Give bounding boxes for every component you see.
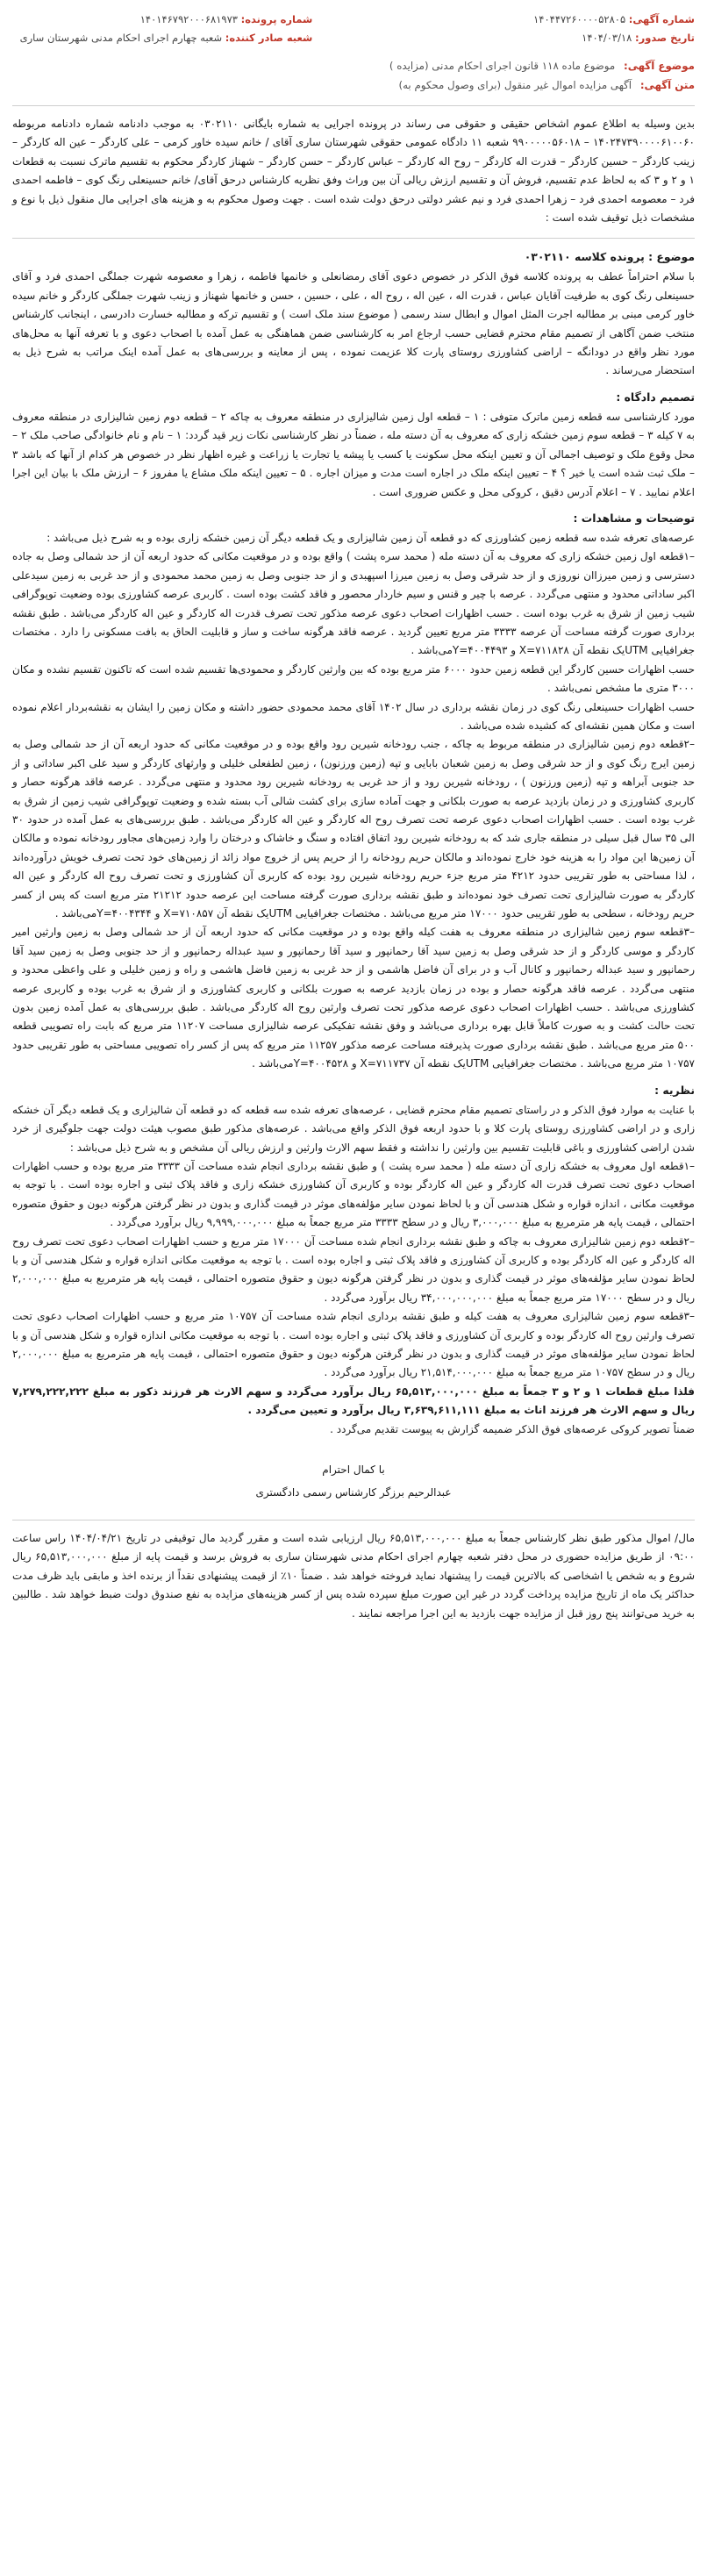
subject-title: موضوع ماده ۱۱۸ قانون اجرای احکام مدنی (مزایده ) bbox=[389, 60, 616, 72]
auction-terms: مال/ اموال مذکور طبق نظر کارشناس جمعاً به مبلغ ۶۵,۵۱۳,۰۰۰,۰۰۰ ریال ارزیابی شده است و مقرر گردید مال توقیفی در تاریخ ۱۴۰۴/۰۴/۲۱ راس ساعت ۰۹:۰۰ از طریق مزایده حضوری در محل دفتر شعبه چهارم اجرای احکام مدنی شهرستان ساری به فروش برسد و قیمت پایه از مبلغ ۶۵,۵۱۳,۰۰۰,۰۰۰ ریال شروع و به شخص یا اشخاصی که بالاترین قیمت را پیشنهاد نماید فروخته خواهد شد . ضمناً ۱۰٪ از قیمت پیشنهادی نقداً از برنده اخذ و مابقی باید ظرف مدت حداکثر یک ماه از تاریخ مزایده پرداخت گردد در غیر این صورت مبلغ سپرده شده پس از کسر هزینه‌های مزایده به نفع صندوق دولت ضبط خواهد شد . طالبین به خرید می‌توانند پنج روز قبل از مزایده جهت بازدید به این اجرا مراجعه نمایند . bbox=[12, 1532, 696, 1620]
opinion-item-3: –۳قطعه سوم زمین شالیزاری معروف به هفت کیله و طبق نقشه برداری انجام شده مساحت آن ۱۰۷۵۷ متر مربع و حسب اظهارات اصحاب دعوی تحت تصرف وارثین روح اله کاردگر بوده و کاربری آن کشاورزی و فاقد پلاک ثبتی و اجاره بوده است . با توجه به موقعیت مکانی اندازه قواره و شکل هندسی آن و با لحاظ نمودن سایر مؤلفه‌های موثر در قیمت گذاری و بدون در نظر گرفتن هرگونه دیون و حقوق متصوره احتمالی ، قیمت پایه هر مترمربع به مبلغ ۲,۰۰۰,۰۰۰ ریال و در سطح ۱۰۷۵۷ متر مربع جمعاً به مبلغ ۲۱,۵۱۴,۰۰۰,۰۰۰ ریال برآورد می‌گردد . bbox=[9, 1310, 695, 1379]
case-number-label: شماره پرونده: bbox=[240, 13, 313, 25]
issuer-row bbox=[12, 29, 312, 47]
case-number: ۱۴۰۱۴۶۷۹۲۰۰۰۶۸۱۹۷۳ bbox=[139, 13, 238, 25]
land-item-3: –۳قطعه سوم زمین شالیزاری در منطقه معروف به هفت کیله واقع بوده و در موقعیت مکانی که حدود اربعه آن از حد شمالی وصل به زمین وارثین امیر کاردگر و موسی کاردگر و از حد شرقی وصل به زمین سید آقا رحمانپور و سید آقا رحمانپور و سید عبداله رحمانپور و از حد جنوبی وصل به زمین سید آقا رحمانپور و سید عبداله رحمانپور و کانال آب و در برای آن فاضل هاشمی و از حد غربی به زمین فاضل هاشمی و راه و زمین خلیلی و علی واعظی محدود و منتهی می‌گردد . عرصه فاقد هرگونه حصار و بوده در زمان بازدید عرصه به صورت بلکانی و کاربری کشاورزی و از شرق به غرب بوده و کاربری عرصه کشاورزی می‌باشد . حسب اظهارات اصحاب دعوی عرصه مذکور تحت تصرف وارثین روح اله کاردگر می‌باشد . طبق بررسی‌های به عمل آمده زمین بدون تحت حالت کشت و به صورت کاملاً قابل بهره برداری می‌باشد و وفق نقشه تفکیکی عرصه شالیزاری مساحت ۱۱۲۰۷ متر مربع که بابت راه تصویبی قطعه ۵۰۰ متر مربع می‌باشد . طبق نقشه برداری صورت پذیرفته مساحت عرصه مذکور ۱۱۲۵۷ متر مربع که پس از کسر راه تصویبی مساحتی به طور تقریبی حدود ۱۰۷۵۷ متر مربع می‌باشد . مختصات جغرافیایی UTMیک نقطه آن ۷۱۱۷۳۷=X و ۴۰۰۴۵۲۸=Yمی‌باشد . bbox=[9, 926, 696, 1070]
issuer-label: شعبه صادر کننده: bbox=[225, 32, 313, 44]
opinion-title: نظریه : bbox=[654, 1083, 695, 1097]
subject-text-row bbox=[12, 75, 695, 95]
issue-date: ۱۴۰۴/۰۳/۱۸ bbox=[582, 32, 632, 44]
ad-number: ۱۴۰۴۴۷۲۶۰۰۰۰۵۲۸۰۵ bbox=[533, 13, 626, 25]
divider bbox=[12, 105, 695, 106]
opinion-item-2: –۲قطعه دوم زمین شالیزاری معروف به چاکه و طبق نقشه برداری انجام شده مساحت آن ۱۷۰۰۰ متر مربع و حسب اظهارات اصحاب دعوی تحت تصرف روح اله کاردگر و عین اله کاردگر بوده و کاربری آن کشاورزی و فاقد پلاک ثبتی و اجاره بوده است . با توجه به موقعیت مکانی اندازه قواره و شکل هندسی آن و با لحاظ نمودن سایر مؤلفه‌های موثر در قیمت گذاری و بدون در نظر گرفتن هرگونه دیون و حقوق متصوره احتمالی ، قیمت پایه هر مترمربع به مبلغ ۲,۰۰۰,۰۰۰ ریال و در سطح ۱۷۰۰۰ متر مربع جمعاً به مبلغ ۳۴,۰۰۰,۰۰۰,۰۰۰ ریال برآورد می‌گردد . bbox=[9, 1234, 695, 1304]
report-file-line: موضوع : پرونده کلاسه ۰۳۰۲۱۱۰ bbox=[524, 250, 695, 264]
opinion-item-1: –۱قطعه اول معروف به خشکه زاری آن دسته مله ( محمد سره پشت ) و طبق نقشه برداری انجام شده مساحت آن ۳۳۳۳ متر مربع بوده و حسب اظهارات اصحاب دعوی تحت تصرف قدرت اله کاردگر و عین اله کاردگر بوده و کاربری آن کشاورزی خشکه زاری و فاقد پلاک ثبتی و اجاره بوده است . با توجه به موقعیت مکانی ، اندازه قواره و شکل هندسی آن و با لحاظ نمودن سایر مؤلفه‌های موثر در قیمت گذاری و بدون در نظر گرفتن هرگونه دیون و حقوق متصوره احتمالی ، قیمت پایه هر مترمربع به مبلغ ۳,۰۰۰,۰۰۰ ریال و در سطح ۳۳۳۳ متر مربع جمعاً به مبلغ ۹,۹۹۹,۰۰۰,۰۰۰ ریال برآورد می‌گردد . bbox=[9, 1159, 696, 1229]
signature-name: عبدالرحیم برزگر کارشناس رسمی دادگستری bbox=[255, 1486, 452, 1499]
report-paragraph-1: با سلام احتراماً عطف به پرونده کلاسه فوق الذکر در خصوص دعوی آقای رمضانعلی و خانمها فاطمه ، زهرا و معصومه شهرت جملگی احمدی فرد و آقای حسینعلی رنگ کوی به طرفیت آقایان عباس ، قدرت اله ، عین اله ، روح اله ، علی ، حسین ، حسن و خانمها شهناز و زینب شهرت جملگی کاردگر و خانم سیده خاور کرمی مبنی بر مطالبه اجرت المثل اموال و ابطال سند رسمی ( موضوع سند ملک است ) و تقسیم ترکه و مطالبه خسارت دادرسی ، اینجانب کارشناس منتخب ضمن آگاهی از تصمیم مقام محترم قضایی حسب ارجاع امر به کارشناسی ضمن هماهنگی به عمل آمده با اصحاب دعوی و با تعرفه آنها به محل‌های مورد نظر واقع در دودانگه – اراضی کشاورزی روستای پارت کلا عزیمت نموده ، پس از معاینه و بررسی‌های به عمل آمده اینک مراتب به شرح ذیل به استحضار می‌رساند . bbox=[9, 270, 696, 377]
subject-text: آگهی مزایده اموال غیر منقول (برای وصول محکوم به) bbox=[398, 79, 632, 91]
decision-title: تصمیم دادگاه : bbox=[616, 390, 695, 404]
notice-header bbox=[12, 11, 695, 47]
subject-title-label: موضوع آگهی: bbox=[623, 60, 695, 72]
header-right-column bbox=[312, 11, 695, 47]
expert-report bbox=[8, 247, 696, 1439]
signature-greeting: با کمال احترام bbox=[322, 1463, 385, 1476]
divider bbox=[12, 1520, 695, 1521]
header-left-column bbox=[12, 11, 312, 47]
subject-title-row bbox=[12, 56, 695, 75]
ad-number-label: شماره آگهی: bbox=[628, 13, 695, 25]
issue-date-label: تاریخ صدور: bbox=[635, 32, 695, 44]
land-item-1: –۱قطعه اول زمین خشکه زاری که معروف به آن دسته مله ( محمد سره پشت ) واقع بوده و در موقعیت مکانی که حدود اربعه آن از حد شمالی وصل به جاده دسترسی و زمین میرزاان نوروزی و از حد شرقی وصل به زمین میرزا اسپهبدی و از حد جنوبی وصل به زمین محمد محمودی و از حد غربی به زمین سیدعلی اکبر ساداتی محدود و منتهی می‌گردد . عرصه با چیر و قنس و سیم خاردار محصور و فاقد کشت بوده است . کاربری عرصه کشاورزی بوده وضعیت توپوگرافی شیب زمین از شرق به غرب بوده است . حسب اظهارات اصحاب دعوی عرصه مذکور تحت تصرف قدرت اله کاردگر و عین اله کاردگر می‌باشد . طبق نقشه برداری صورت گرفته مساحت آن عرصه ۳۳۳۳ متر مربع تعیین گردید . عرصه فاقد هرگونه ساخت و ساز و قابلیت الحاق به بافت مسکونی را دارد . مختصات جغرافیایی UTMیک نقطه آن ۷۱۱۸۲۸=X و ۴۰۰۴۴۹۳=Yمی‌باشد . bbox=[9, 550, 695, 657]
issue-date-row bbox=[312, 29, 695, 47]
decision-paragraph: مورد کارشناسی سه قطعه زمین ماترک متوفی : ۱ – قطعه اول زمین شالیزاری در منطقه معروف به چاکه ۲ – قطعه دوم زمین شالیزاری در منطقه معروف به ۷ کیله ۳ – قطعه سوم زمین خشکه زاری که معروف به آن دسته مله ، ضمناً در نظر کارشناسی نکات زیر قید گردد: ۱ – نام و نام خانوادگی صاحب ملک ۲ – محل وقوع ملک و توصیف اجمالی آن و تعیین اینکه محل سکونت یا کسب یا پیشه یا تجارت یا زراعت و غیره اظهار نظر در خصوص هر کدام از آنها که باشد ۳ – ملک ثبت شده است یا خیر ؟ ۴ – تعیین اینکه ملک در اجاره است مدت و میزان اجاره . ۵ – تعیین اینکه ملک مشاع یا مفروز ۶ – ارزش ملک با بیان این اجرا اعلام نمایید . ۷ – اعلام آدرس دقیق ، کروکی محل و عکس ضروری است . bbox=[9, 410, 695, 498]
issuer: شعبه چهارم اجرای احکام مدنی شهرستان ساری bbox=[19, 32, 223, 44]
notice-subject bbox=[12, 56, 695, 95]
land-note-2: حسب اظهارات حسینعلی رنگ کوی در زمان نقشه برداری در سال ۱۴۰۲ آقای محمد محمودی حضور داشته و مکان زمین را ایشان به نقشه‌بردار اعلام نموده است و مکان همین نقشه‌ای که کشیده شده می‌باشد . bbox=[9, 700, 695, 732]
subject-text-label: متن آگهی: bbox=[639, 79, 695, 91]
divider bbox=[12, 238, 695, 239]
explain-title: توضیحات و مشاهدات : bbox=[573, 511, 695, 525]
ad-number-row bbox=[312, 11, 695, 29]
land-item-2: –۲قطعه دوم زمین شالیزاری در منطقه مربوط به چاکه ، جنب رودخانه شیرین رود واقع بوده و در موقعیت مکانی که حدود اربعه آن از حد شمالی وصل به زمین ایرج رنگ کوی و از حد شرقی وصل به زمین شعبان بابایی و تپه (زمین ورزنون) ، زمین لطفعلی خلیلی و وارثهای کاردگر و سید علی اکبر ساداتی و از حد جنوبی آبراهه و تپه (زمین ورزنون ) ، رودخانه شیرین رود و از حد غربی به رودخانه شیرین رود محدود و منتهی می‌گردد . عرصه فاقد هرگونه حصار و کاربری کشاورزی و در زمان بازدید عرصه به صورت بلکانی و جهت آماده سازی برای کشت شالی آب بسته شده و وضعیت توپوگرافی شیب زمین از شرق به غرب بوده است . حسب اظهارات اصحاب دعوی عرصه تحت تصرف روح اله کاردگر و عین اله کاردگر می‌باشد . طبق بررسی‌های به عمل آمده در حدود ۳۰ الی ۳۵ سال قبل سیلی در منطقه جاری شد که به رودخانه شیرین رود اتفاق افتاده و سنگ و خاشاک و درختان را وارد زمین‌های مجاور رودخانه نموده و مالکان آن زمین‌ها این مواد را به هزینه خود خارج نموده‌اند و مالکان حریم رودخانه را از حریم پس از خروج مواد زائد از زمین‌های خود تحت تصرف خویش درآورده‌اند ، لذا مساحتی به طور تقریبی حدود ۴۲۱۲ متر مربع جزء حریم رودخانه شیرین رود بوده که کاربری آن کشاورزی و تحت تصرف روح اله کاردگر و عین اله کاردگر به صورت شالیزاری تحت تصرف خود نموده‌اند و طبق نقشه برداری صورت گرفته مساحت این عرصه حدود ۲۱۲۱۲ متر مربع است که پس از کسر حریم رودخانه ، سطحی به طور تقریبی حدود ۱۷۰۰۰ متر مربع می‌باشد . مختصات جغرافیایی UTMیک نقطه آن ۷۱۰۸۵۷=X و ۴۰۰۴۳۴۴=Yمی‌باشد . bbox=[9, 738, 696, 920]
opinion-attachment: ضمناً تصویر کروکی عرصه‌های فوق الذکر ضمیمه گزارش به پیوست تقدیم می‌گردد . bbox=[330, 1422, 695, 1435]
signature-block bbox=[12, 1458, 695, 1504]
explain-intro: عرصه‌های تعرفه شده سه قطعه زمین کشاورزی که دو قطعه آن زمین شالیزاری و یک قطعه دیگر آن زمین خشکه زاری بوده و به شرح ذیل می‌باشد : bbox=[46, 531, 695, 544]
land-note-1: حسب اظهارات حسین کاردگر این قطعه زمین حدود ۶۰۰۰ متر مربع بوده که بین وارثین کاردگر و محمودی‌ها تقسیم شده است که تاکنون تقسیم نشده و مکان ۳۰۰۰ متری ما مشخص نمی‌باشد . bbox=[9, 662, 695, 695]
opinion-intro: با عنایت به موارد فوق الذکر و در راستای تصمیم مقام محترم قضایی ، عرصه‌های تعرفه شده سه قطعه که دو قطعه آن شالیزاری و یک قطعه دیگر آن خشکه زاری و در اراضی کشاورزی روستای پارت کلا و با حدود اربعه فوق الذکر واقع می‌باشد . عرصه‌های مذکور طبق مصوب هیئت دولت جهت جلوگیری از خرد شدن اراضی کشاورزی و باغی قابلیت تقسیم بین وارثین را نداشته و فقط سهم الارث وارثین و ارزش ریالی آن مشخص و به شرح ذیل می‌باشد : bbox=[9, 1103, 695, 1154]
intro-paragraph: بدین وسیله به اطلاع عموم اشخاص حقیقی و حقوقی می رساند در پرونده اجرایی به شماره بایگانی ۰۳۰۲۱۱۰ به موجب دادنامه شماره دادنامه مربوطه ۱۴۰۲۴۷۳۹۰۰۰۰۶۱۰۰۶۰ – ۹۹۰۰۰۰۰۵۶۰۱۸ شعبه ۱۱ دادگاه عمومی حقوقی شهرستان ساری آقای / خانم سیده خاور کرمی – علی کاردگر – عین اله کاردگر – زینب کاردگر – حسین کاردگر – قدرت اله کاردگر – روح اله کاردگر – عباس کاردگر – حسن کاردگر – شهناز کاردگر محکوم به تقسیم ماترک نسبت به قطعات ۱ و ۲ و ۳ که به لحاظ عدم تقسیم، فروش آن و تقسیم ارزش ریالی آن بین وراث وفق نظریه کارشناس درحق آقای/ خانم حسینعلی رنگ کوی – فاطمه احمدی فرد – معصومه احمدی فرد – زهرا احمدی فرد و نیم عشر دولتی درحق دولت شده است . جهت وصول محکوم به و هزینه های اجرایی مال منقول ذیل با نوع و مشخصات ذیل توقیف شده است : bbox=[9, 118, 695, 225]
opinion-total: فلذا مبلغ قطعات ۱ و ۲ و ۳ جمعاً به مبلغ ۶۵,۵۱۳,۰۰۰,۰۰۰ ریال برآورد می‌گردد و سهم الارث هر فرزند ذکور به مبلغ ۷,۲۷۹,۲۲۲,۲۲۲ ریال و سهم الارث هر فرزند اناث به مبلغ ۳,۶۳۹,۶۱۱,۱۱۱ ریال برآورد و تعیین می‌گردد . bbox=[8, 1385, 696, 1417]
case-number-row bbox=[12, 11, 312, 29]
